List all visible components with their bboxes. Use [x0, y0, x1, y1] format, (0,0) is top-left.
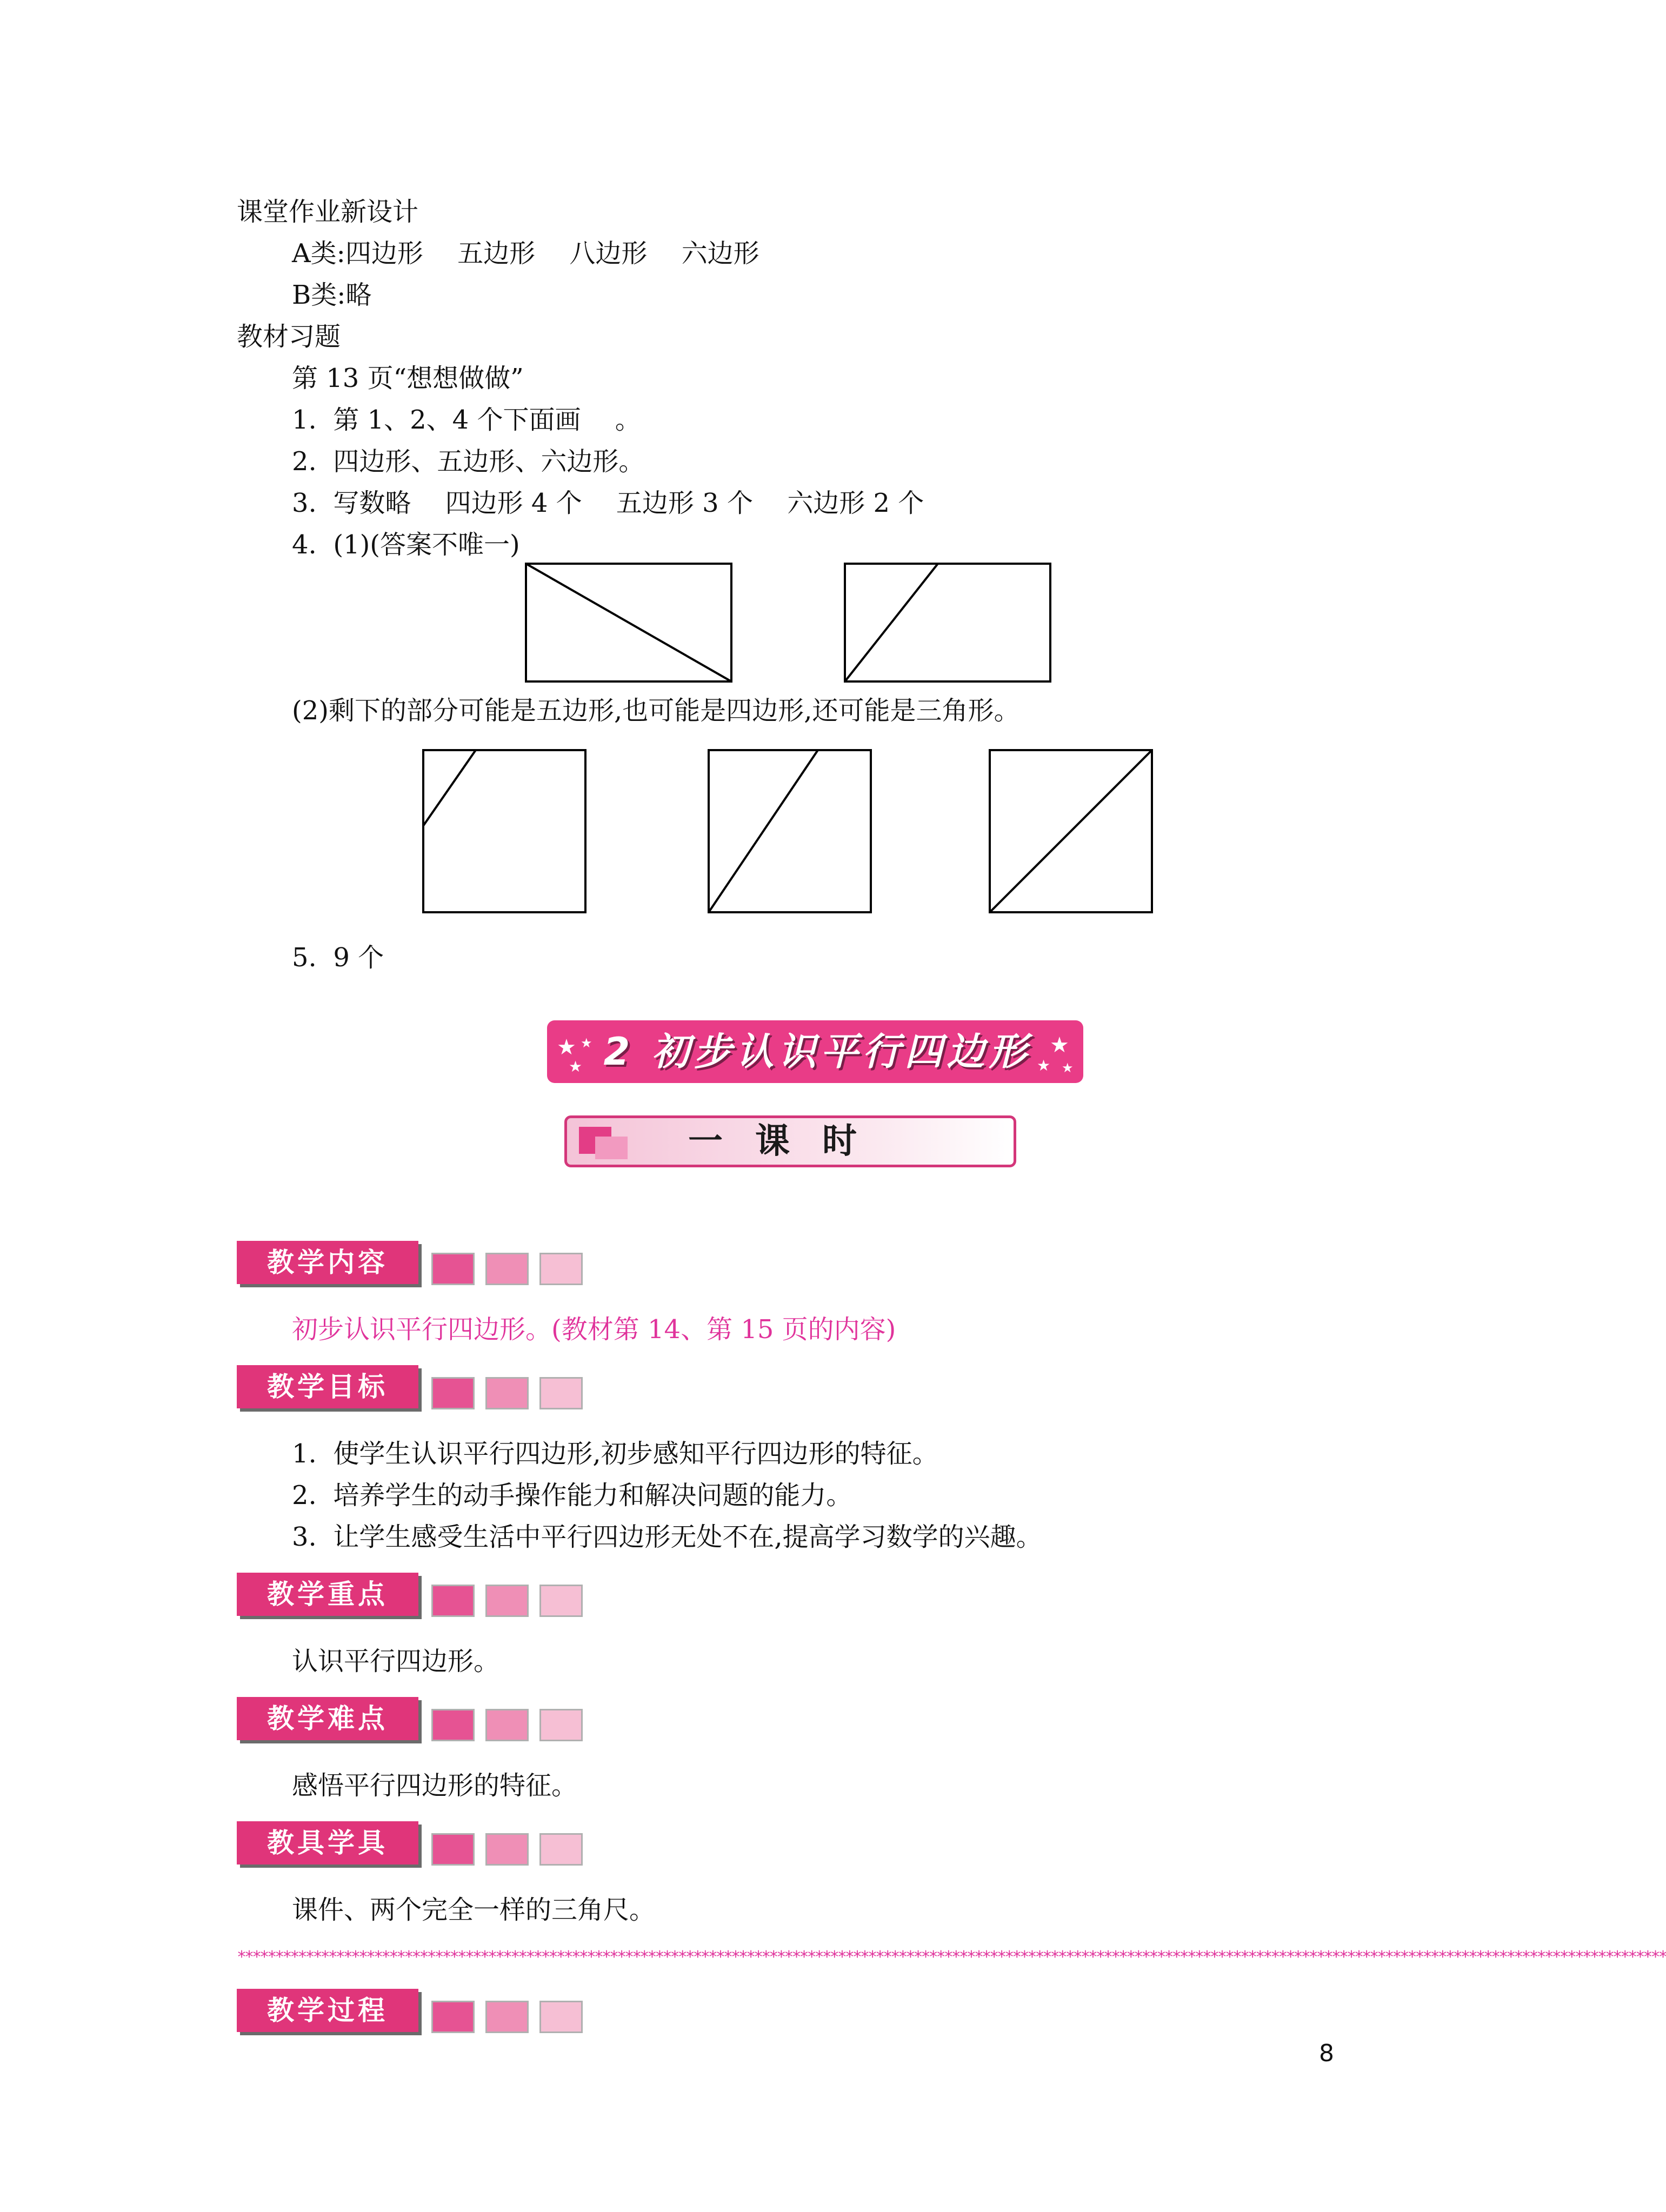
section-square: [485, 1585, 529, 1617]
section-label-text: 教学重点: [267, 1579, 388, 1610]
section-label-text: 教学难点: [267, 1703, 388, 1734]
section-square: [485, 2001, 529, 2033]
star-icon: ★: [1037, 1057, 1051, 1074]
section-label: [237, 1697, 418, 1740]
section-square: [485, 1377, 529, 1409]
answer-b-line: B类:略: [292, 280, 372, 310]
star-icon: ★: [581, 1035, 592, 1051]
section-square: [539, 1253, 583, 1285]
section-header-content: [237, 1241, 583, 1287]
goal-item: 3. 让学生感受生活中平行四边形无处不在,提高学习数学的兴趣。: [292, 1522, 1042, 1552]
section-header-key: [237, 1573, 583, 1619]
section-label: [237, 1241, 418, 1284]
section-label-text: 教学目标: [267, 1371, 388, 1402]
rectangle-diagonal-figure: [524, 562, 735, 685]
rectangle-cut-figure: [843, 562, 1054, 685]
section-header-difficulty: [237, 1697, 583, 1743]
goal-item: 1. 使学生认识平行四边形,初步感知平行四边形的特征。: [292, 1439, 938, 1469]
content-text: 初步认识平行四边形。(教材第 14、第 15 页的内容): [292, 1314, 896, 1345]
section-square: [539, 1377, 583, 1409]
star-icon: ★: [1062, 1060, 1074, 1075]
section-square: [431, 2001, 475, 2033]
section-square: [431, 1585, 475, 1617]
star-icon: ★: [557, 1035, 576, 1060]
answer-item-4: 4. (1)(答案不唯一): [292, 530, 520, 560]
lesson-box: [564, 1115, 1016, 1167]
lesson-decoration: [595, 1137, 628, 1159]
section-label: [237, 1573, 418, 1616]
section-square: [539, 1833, 583, 1866]
section-header-goals: [237, 1365, 583, 1412]
answer-a-line: A类:四边形 五边形 八边形 六边形: [292, 238, 759, 269]
section-square: [485, 1253, 529, 1285]
square-quadrilateral-cut-figure: [707, 749, 875, 916]
chapter-banner: [547, 1020, 1083, 1083]
heading-textbook: 教材习题: [237, 322, 341, 352]
section-label-text: 教具学具: [267, 1827, 388, 1859]
section-label: [237, 1989, 418, 2032]
section-label: [237, 1821, 418, 1865]
section-label: [237, 1365, 418, 1408]
section-header-tools: [237, 1821, 583, 1868]
lesson-count: 一课时: [688, 1121, 889, 1161]
section-square: [539, 2001, 583, 2033]
star-icon: ★: [1050, 1033, 1069, 1058]
answer-item-4-2: (2)剩下的部分可能是五边形,也可能是四边形,还可能是三角形。: [292, 696, 1020, 726]
square-triangle-cut-figure: [988, 749, 1156, 916]
heading-homework: 课堂作业新设计: [237, 197, 419, 227]
page-number: 8: [1319, 2040, 1334, 2067]
square-pentagon-cut-figure: [422, 749, 589, 916]
asterisk-divider: ********************************************************************************************************************************************************************************************: [237, 1948, 1666, 1967]
answer-item-2: 2. 四边形、五边形、六边形。: [292, 446, 645, 477]
section-square: [485, 1833, 529, 1866]
section-square: [431, 1833, 475, 1866]
section-square: [485, 1709, 529, 1741]
star-icon: ★: [569, 1058, 583, 1075]
answer-item-3: 3. 写数略 四边形 4 个 五边形 3 个 六边形 2 个: [292, 488, 924, 518]
section-label-text: 教学过程: [267, 1995, 388, 2026]
section-square: [539, 1709, 583, 1741]
answer-item-1: 1. 第 1、2、4 个下面画 。: [292, 405, 641, 435]
section-square: [539, 1585, 583, 1617]
chapter-title: 2 初步认识平行四边形: [603, 1030, 1031, 1074]
key-text: 认识平行四边形。: [292, 1646, 500, 1676]
difficulty-text: 感悟平行四边形的特征。: [292, 1770, 578, 1801]
answer-item-5: 5. 9 个: [292, 943, 384, 973]
section-label-text: 教学内容: [267, 1247, 388, 1278]
goal-item: 2. 培养学生的动手操作能力和解决问题的能力。: [292, 1480, 852, 1511]
section-square: [431, 1377, 475, 1409]
section-square: [431, 1253, 475, 1285]
page-ref: 第 13 页“想想做做”: [292, 363, 524, 393]
section-header-process: [237, 1989, 583, 2035]
section-square: [431, 1709, 475, 1741]
tools-text: 课件、两个完全一样的三角尺。: [292, 1895, 656, 1925]
